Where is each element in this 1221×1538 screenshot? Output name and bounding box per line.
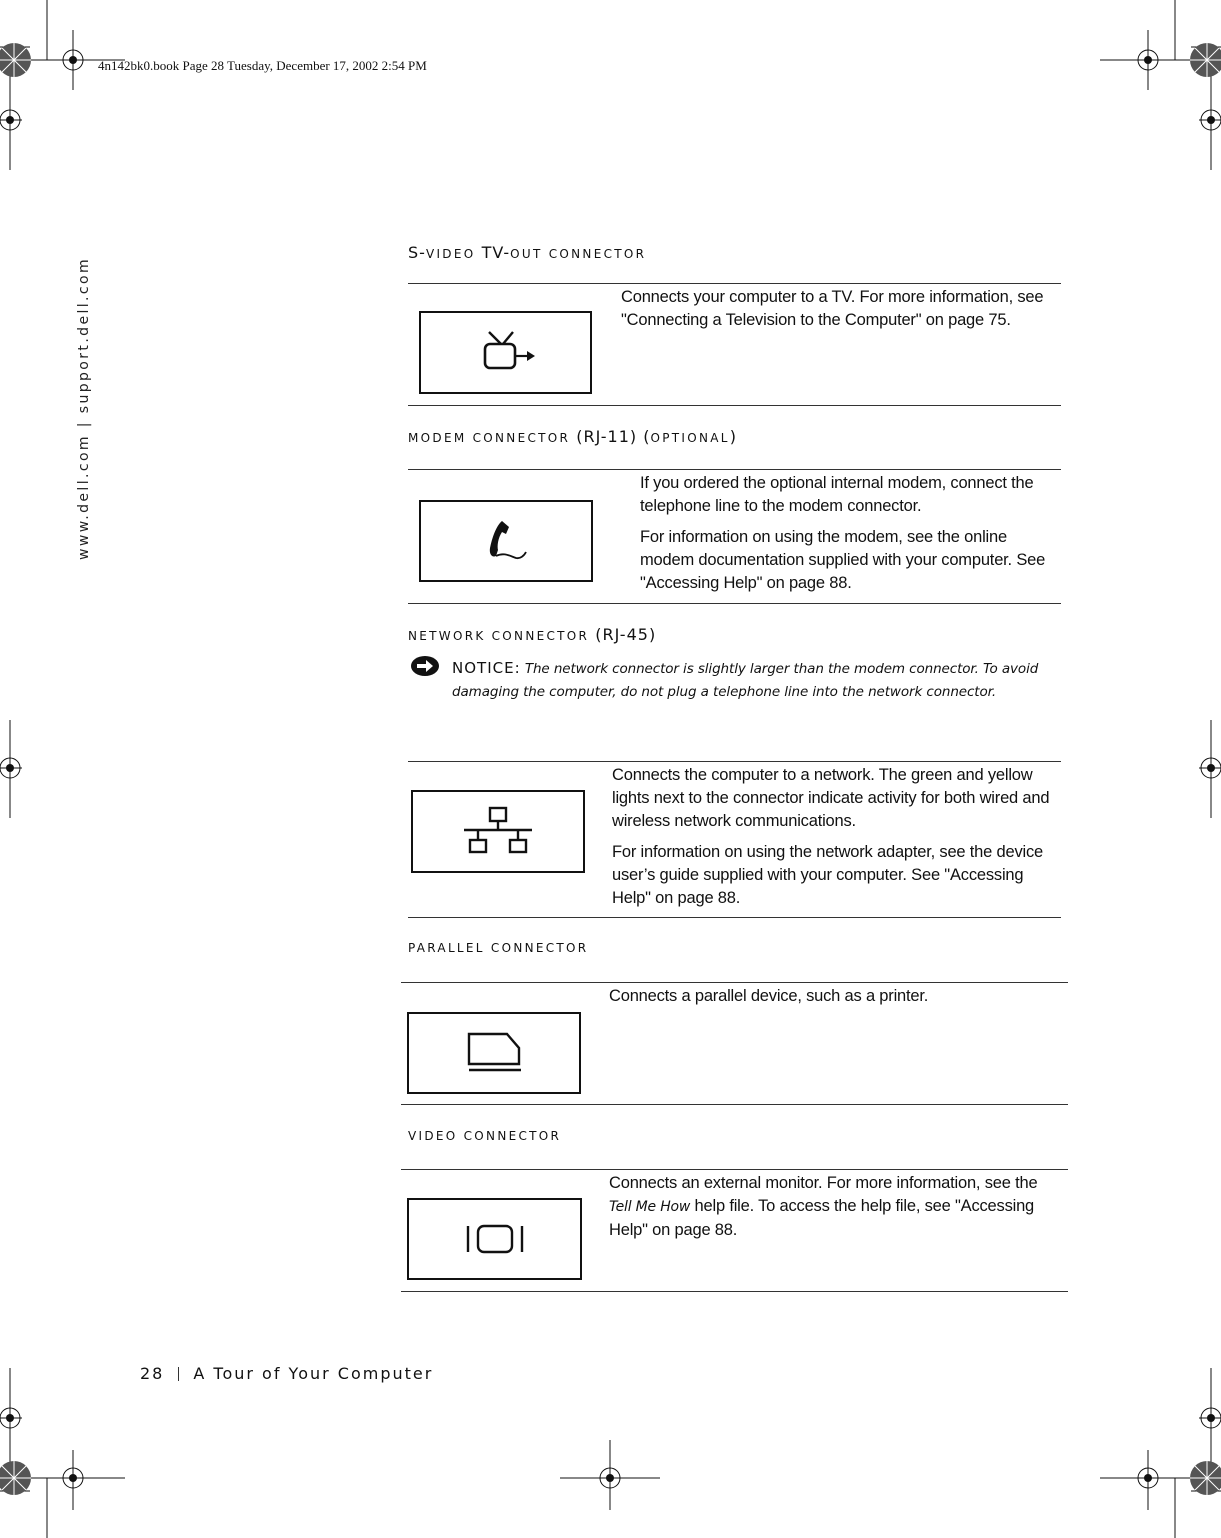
network-text-1: Connects the computer to a network. The green and yellow lights next to the connector indicate activity for both wired and wireless network communications. — [612, 766, 1050, 830]
heading-part: MODEM CONNECTOR — [408, 431, 577, 445]
video-text-post: help file. To access the help file, see "Accessing Help" on page 88. — [609, 1197, 1035, 1239]
notice-body: The network connector is slightly larger than the modem connector. To avoid damaging the computer, do not plug a telephone line into the network connector. — [452, 661, 1039, 700]
heading-part: ) — [729, 427, 738, 446]
section-heading-parallel: PARALLEL CONNECTOR — [408, 941, 589, 955]
notice-label: NOTICE: — [452, 659, 521, 677]
heading-part: S- — [408, 243, 426, 262]
video-text-pre: Connects an external monitor. For more information, see the — [609, 1174, 1038, 1192]
heading-part: OUT CONNECTOR — [510, 247, 647, 261]
section-heading-video: VIDEO CONNECTOR — [408, 1129, 562, 1143]
modem-text-1: If you ordered the optional internal modem, connect the telephone line to the modem connector. — [640, 474, 1034, 515]
video-text-em: Tell Me How — [609, 1199, 691, 1215]
chapter-title: A Tour of Your Computer — [193, 1364, 434, 1383]
heading-part: NETWORK CONNECTOR — [408, 629, 596, 643]
page-number: 28 — [140, 1364, 165, 1383]
modem-text-2: For information on using the modem, see the online modem documentation supplied with your computer. See "Accessing Help" on page 88. — [640, 528, 1046, 592]
svideo-description: Connects your computer to a TV. For more information, see "Connecting a Television to the Computer" on page 75. — [621, 288, 1044, 329]
print-header: 4n142bk0.book Page 28 Tuesday, December 17, 2002 2:54 PM — [98, 58, 427, 73]
heading-part: OPTIONAL — [650, 431, 730, 445]
heading-part: (RJ-11) ( — [576, 427, 651, 446]
side-url: www.dell.com | support.dell.com — [76, 257, 92, 560]
heading-part: VIDEO — [425, 247, 482, 261]
heading-part: TV- — [481, 243, 511, 262]
heading-part: (RJ-45) — [595, 625, 657, 644]
parallel-description: Connects a parallel device, such as a printer. — [609, 987, 929, 1005]
network-text-2: For information on using the network adapter, see the device user’s guide supplied with your computer. See "Accessing Help" on page 88. — [612, 843, 1044, 907]
